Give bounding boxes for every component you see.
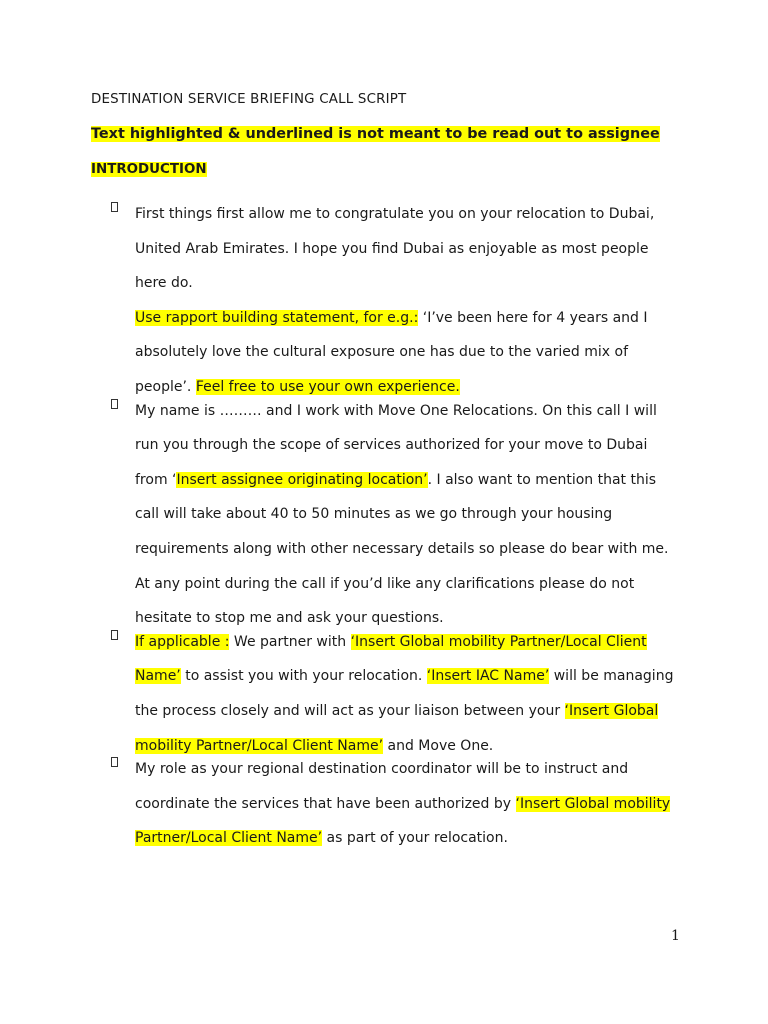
script-list — [0, 208, 768, 856]
item-text — [135, 752, 675, 856]
highlight-text: ‘Insert Global mobility Partner/Local Client Name’ — [135, 795, 671, 847]
note-highlight: Text highlighted & underlined is not meant to be read out to assignee — [91, 126, 660, 142]
bullet-icon — [111, 202, 118, 212]
item-paragraph — [135, 301, 675, 405]
document-title: DESTINATION SERVICE BRIEFING CALL SCRIPT — [91, 92, 407, 107]
instruction-note — [91, 126, 660, 142]
highlight-text: ‘Insert Global mobility Partner/Local Client Name’ — [135, 633, 647, 685]
plain-text: ‘I’ve been here for 4 years and I absolutely love the cultural exposure one has due to the varied mix of people’. — [135, 309, 648, 395]
highlight-text: Feel free to use your own experience. — [195, 378, 460, 395]
list-item — [0, 625, 768, 763]
highlight-text: Use rapport building statement, for e.g.: — [135, 309, 419, 326]
plain-text: to assist you with your relocation. — [180, 668, 427, 685]
plain-text: will be managing the process closely and will act as your liaison between your — [135, 668, 674, 719]
item-paragraph: First things first allow me to congratulate you on your relocation to Dubai, United Arab Emirates. I hope you find Dubai as enjoyable as most people here do. — [135, 206, 655, 292]
bullet-icon — [111, 399, 118, 409]
item-paragraph — [135, 394, 675, 636]
item-text — [135, 197, 675, 405]
plain-text: as part of your relocation. — [322, 830, 508, 847]
plain-text: My name is ……… and I work with Move One Relocations. On this call I will run you through the scope of services authorized for your move to Dubai from ‘ — [135, 402, 657, 488]
plain-text: We partner with — [229, 633, 351, 650]
plain-text: . I also want to mention that this call will take about 40 to 50 minutes as we go through your housing requirements along with other necessary details so please do bear with me. At any point during the call if you’d like any clarifications please do not hesitate to stop me and ask your questions. — [135, 471, 669, 627]
highlight-text: Insert assignee originating location’ — [176, 471, 428, 488]
plain-text: My role as your regional destination coordinator will be to instruct and coordinate the services that have been authorized by — [135, 761, 629, 812]
item-paragraph — [135, 625, 675, 763]
highlight-text: ‘Insert Global mobility Partner/Local Client Name’ — [135, 702, 659, 754]
page-number: 1 — [671, 928, 680, 944]
section-heading — [91, 162, 207, 177]
item-text — [135, 394, 675, 636]
item-text — [135, 625, 675, 763]
bullet-icon — [111, 630, 118, 640]
plain-text: and Move One. — [383, 737, 494, 754]
list-item — [0, 394, 768, 636]
section-highlight: INTRODUCTION — [91, 162, 207, 177]
list-item — [0, 197, 768, 405]
bullet-icon — [111, 757, 118, 767]
item-paragraph — [135, 752, 675, 856]
highlight-text: If applicable : — [135, 633, 230, 650]
list-item — [0, 752, 768, 856]
highlight-text: ‘Insert IAC Name’ — [426, 668, 550, 685]
